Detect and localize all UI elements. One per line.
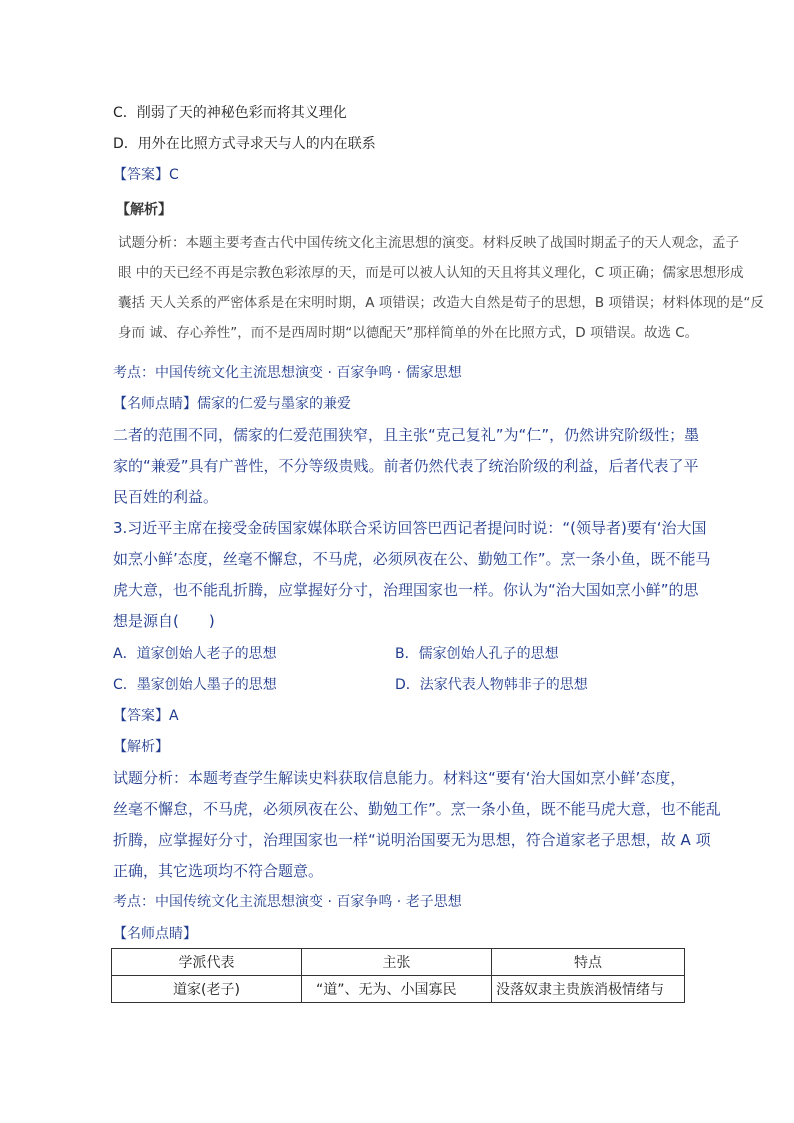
analysis-line: 正确，其它选项均不符合题意。 bbox=[113, 862, 324, 880]
option-c: C．削弱了天的神秘色彩而将其义理化 bbox=[113, 105, 347, 121]
school-comparison-table bbox=[111, 948, 685, 1003]
table-header: 学派代表 bbox=[112, 949, 302, 976]
analysis-heading: 【解析】 bbox=[116, 202, 172, 218]
answer: 【答案】A bbox=[113, 708, 179, 724]
table-cell: “道”、无为、小国寡民 bbox=[302, 976, 492, 1003]
table-header: 特点 bbox=[492, 949, 685, 976]
table-cell: 没落奴隶主贵族消极情绪与 bbox=[492, 976, 685, 1003]
tip-line: 二者的范围不同，儒家的仁爱范围狭窄，且主张“克己复礼”为“仁”，仍然讲究阶级性；墨 bbox=[113, 426, 700, 444]
analysis-line: 试题分析：本题主要考查古代中国传统文化主流思想的演变。材料反映了战国时期孟子的天人观念，孟子 bbox=[118, 235, 739, 251]
question-stem-line: 想是源自( ) bbox=[113, 612, 215, 630]
kaodian: 考点：中国传统文化主流思想演变 · 百家争鸣 · 儒家思想 bbox=[113, 365, 462, 381]
kaodian: 考点：中国传统文化主流思想演变 · 百家争鸣 · 老子思想 bbox=[113, 894, 462, 910]
option-c: C．墨家创始人墨子的思想 bbox=[113, 677, 277, 693]
tip-heading: 【名师点睛】 bbox=[113, 926, 197, 942]
analysis-line: 试题分析：本题考查学生解读史料获取信息能力。材料这“要有‘治大国如烹小鲜’态度， bbox=[113, 769, 686, 787]
question-stem-line: 3.习近平主席在接受金砖国家媒体联合采访回答巴西记者提问时说：“(领导者)要有‘治大国 bbox=[113, 519, 707, 537]
analysis-line: 眼 中的天已经不再是宗教色彩浓厚的天，而是可以被人认知的天且将其义理化，C 项正确；儒家思想形成 bbox=[118, 265, 744, 281]
analysis-line: 丝毫不懈怠，不马虎，必须夙夜在公、勤勉工作”。烹一条小鱼，既不能马虎大意，也不能乱 bbox=[113, 800, 721, 818]
question-stem-line: 如烹小鲜’态度，丝毫不懈怠，不马虎，必须夙夜在公、勤勉工作”。烹一条小鱼，既不能马 bbox=[113, 550, 711, 568]
table-cell: 道家(老子) bbox=[112, 976, 302, 1003]
table-header-row bbox=[112, 949, 685, 976]
tip-heading: 【名师点睛】 bbox=[113, 396, 197, 412]
option-d: D．用外在比照方式寻求天与人的内在联系 bbox=[113, 136, 376, 152]
analysis-line: 身而 诚、存心养性”，而不是西周时期“以德配天”那样简单的外在比照方式，D 项错误。故选 C。 bbox=[118, 325, 699, 341]
analysis-line: 折腾，应掌握好分寸，治理国家也一样“说明治国要无为思想，符合道家老子思想，故 A 项 bbox=[113, 831, 711, 849]
option-a: A．道家创始人老子的思想 bbox=[113, 646, 277, 662]
tip-line: 家的“兼爱”具有广普性，不分等级贵贱。前者仍然代表了统治阶级的利益，后者代表了平 bbox=[113, 457, 699, 475]
answer: 【答案】C bbox=[113, 167, 179, 183]
table-header: 主张 bbox=[302, 949, 492, 976]
question-stem-line: 虎大意，也不能乱折腾，应掌握好分寸，治理国家也一样。你认为“治大国如烹小鲜”的思 bbox=[113, 581, 699, 599]
analysis-heading: 【解析】 bbox=[113, 739, 169, 755]
tip-title: 儒家的仁爱与墨家的兼爱 bbox=[197, 396, 351, 412]
tip-line: 民百姓的利益。 bbox=[113, 488, 219, 506]
tip-heading-row bbox=[113, 395, 351, 413]
option-b: B．儒家创始人孔子的思想 bbox=[395, 646, 559, 662]
table-row bbox=[112, 976, 685, 1003]
option-d: D．法家代表人物韩非子的思想 bbox=[395, 677, 588, 693]
analysis-line: 囊括 天人关系的严密体系是在宋明时期，A 项错误；改造大自然是荀子的思想，B 项错误；材料体现的是“反 bbox=[118, 295, 764, 311]
